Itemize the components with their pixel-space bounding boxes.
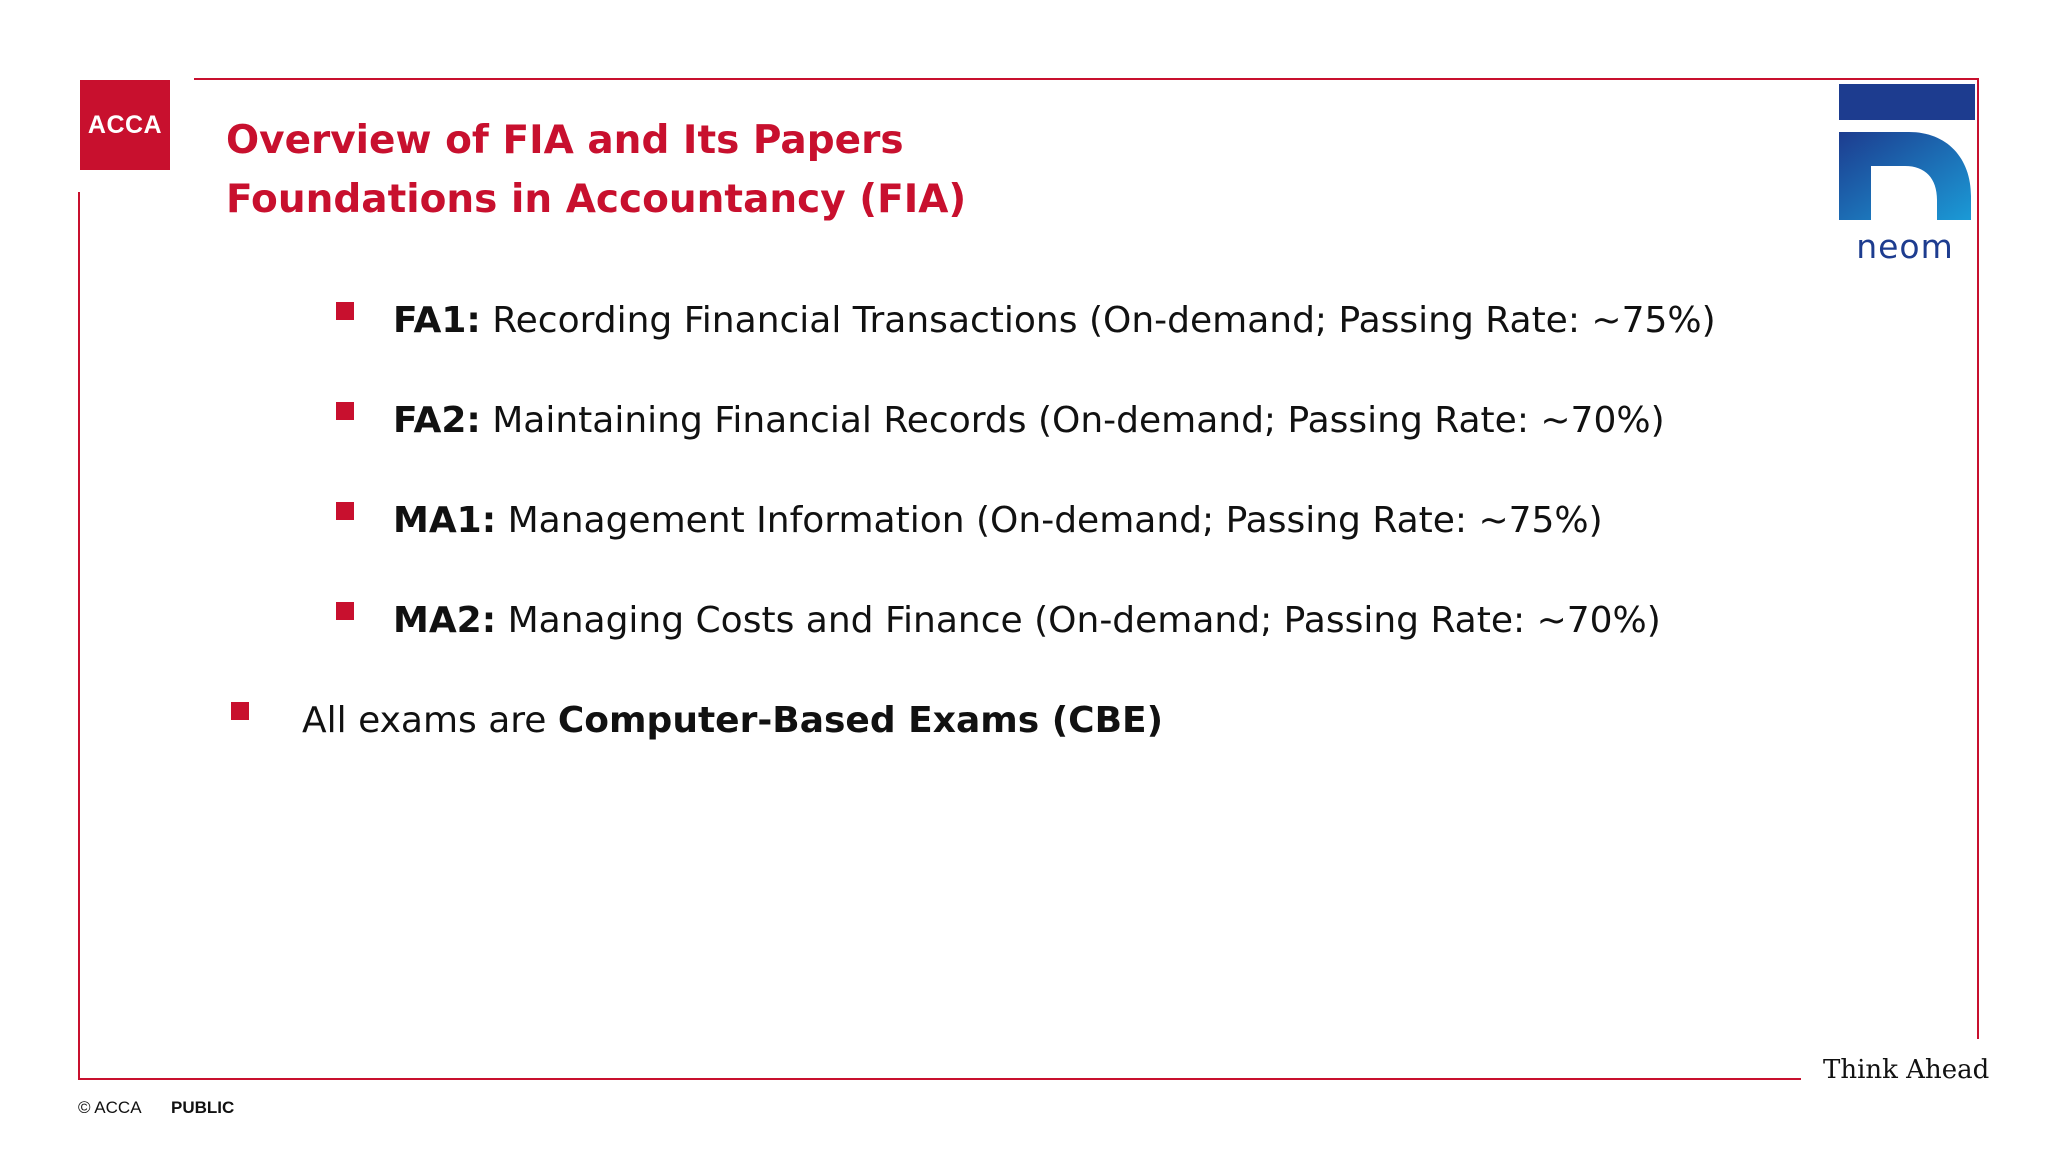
paper-description: Management Information (On-demand; Passing Rate: ~75%): [496, 500, 1603, 541]
bullet-square-icon: [336, 502, 354, 520]
paper-code: MA1:: [393, 500, 497, 541]
tagline: Think Ahead: [1823, 1055, 1990, 1085]
slide-title: Overview of FIA and Its Papers: [226, 118, 904, 163]
paper-item-fa1: [393, 296, 1716, 346]
paper-description: Managing Costs and Finance (On-demand; Passing Rate: ~70%): [496, 600, 1661, 641]
paper-item-ma1: [393, 496, 1603, 546]
paper-code: FA2:: [393, 400, 481, 441]
frame-left-border: [78, 192, 80, 1080]
frame-bottom-border: [78, 1078, 1801, 1080]
paper-description: Recording Financial Transactions (On-demand; Passing Rate: ~75%): [480, 300, 1716, 341]
neom-logo: [1835, 84, 1975, 266]
paper-code: FA1:: [393, 300, 481, 341]
frame-right-border: [1977, 78, 1979, 1039]
bullet-square-icon: [336, 402, 354, 420]
frame-top-border: [194, 78, 1979, 80]
bullet-square-icon: [231, 702, 249, 720]
neom-bar-icon: [1839, 84, 1975, 120]
paper-item-ma2: [393, 596, 1661, 646]
cbe-note: [302, 696, 1163, 746]
classification-label: PUBLIC: [171, 1098, 235, 1117]
slide-subtitle: Foundations in Accountancy (FIA): [226, 177, 967, 222]
paper-code: MA2:: [393, 600, 497, 641]
copyright: © ACCA: [78, 1098, 142, 1117]
note-emphasis: Computer-Based Exams (CBE): [557, 700, 1164, 741]
neom-wordmark: neom: [1856, 227, 1954, 266]
neom-arch-icon: [1839, 132, 1971, 220]
bullet-square-icon: [336, 602, 354, 620]
note-prefix: All exams are: [302, 700, 558, 741]
acca-logo: ACCA: [80, 80, 170, 170]
bullet-square-icon: [336, 302, 354, 320]
paper-description: Maintaining Financial Records (On-demand; Passing Rate: ~70%): [480, 400, 1665, 441]
paper-item-fa2: [393, 396, 1665, 446]
